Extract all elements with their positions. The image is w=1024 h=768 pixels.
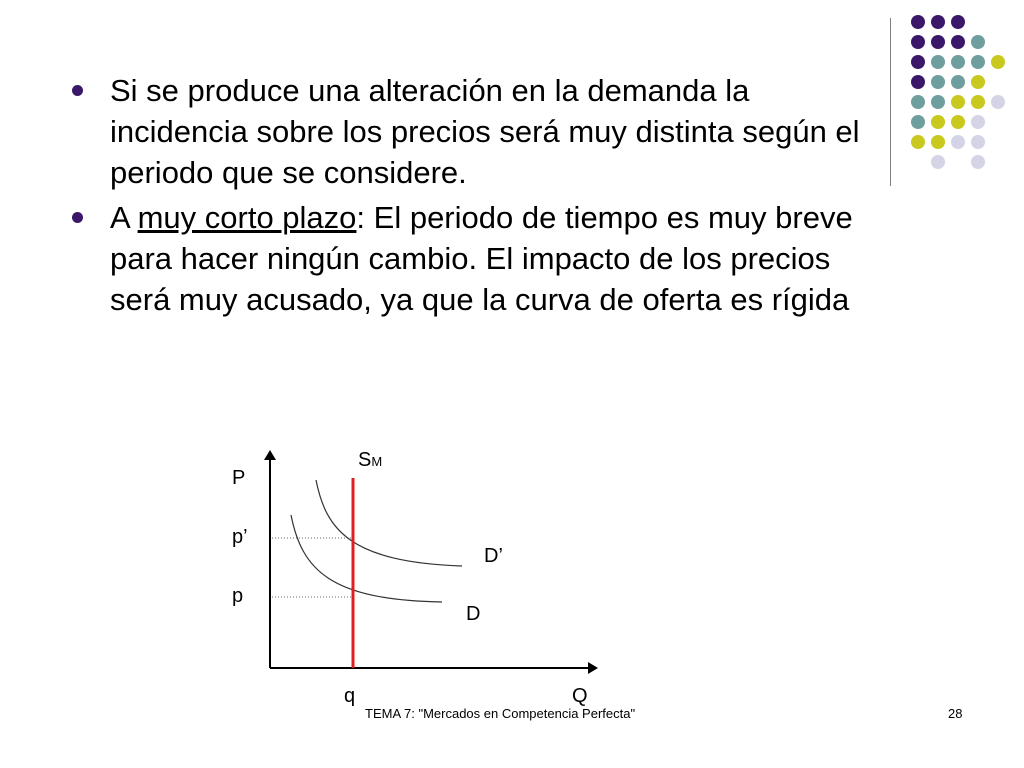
bullet-list — [70, 70, 870, 324]
decorative-dot — [971, 95, 985, 109]
demand-label: D — [466, 603, 481, 625]
bullet-suffix: : El periodo de tiempo es muy breve para hacer ningún cambio. El impacto de los precios será muy acusado, ya que la curva de oferta es rígida — [110, 200, 853, 317]
price-label: p — [232, 585, 244, 607]
decorative-dot — [971, 55, 985, 69]
bullet-text: Si se produce una alteración en la demanda la incidencia sobre los precios será muy distinta según el periodo que se considere. — [110, 73, 860, 190]
decorative-divider-line — [890, 18, 891, 186]
y-axis-label: P — [232, 467, 246, 489]
decorative-dot — [931, 115, 945, 129]
decorative-dot — [911, 75, 925, 89]
y-axis-arrow-icon — [264, 450, 276, 460]
decorative-dot — [971, 135, 985, 149]
decorative-dot — [931, 155, 945, 169]
decorative-dot — [951, 115, 965, 129]
decorative-dot — [951, 35, 965, 49]
decorative-dot — [951, 55, 965, 69]
demand-new-curve — [316, 480, 462, 566]
price-new-label: p’ — [232, 526, 248, 548]
decorative-dot — [991, 95, 1005, 109]
supply-label-sub: M — [371, 454, 383, 469]
decorative-dot — [931, 35, 945, 49]
decorative-dot — [951, 95, 965, 109]
decorative-dot — [911, 35, 925, 49]
decorative-dot — [971, 115, 985, 129]
bullet-prefix: A — [110, 200, 138, 235]
decorative-dot — [931, 135, 945, 149]
demand-new-label: D’ — [484, 545, 503, 567]
footer-text: TEMA 7: "Mercados en Competencia Perfecta" — [365, 706, 636, 721]
decorative-dot — [971, 35, 985, 49]
bullet-item-very-short-term — [70, 197, 870, 320]
decorative-dot — [931, 95, 945, 109]
decorative-dot — [911, 15, 925, 29]
quantity-label: q — [344, 685, 356, 707]
decorative-dot — [951, 75, 965, 89]
bullet-underlined-term: muy corto plazo — [137, 200, 357, 235]
demand-curve — [291, 515, 442, 602]
supply-label-main: S — [358, 449, 372, 471]
decorative-dot — [911, 55, 925, 69]
decorative-dot — [991, 55, 1005, 69]
x-axis-arrow-icon — [588, 662, 598, 674]
decorative-dot — [931, 55, 945, 69]
decorative-dot — [951, 135, 965, 149]
decorative-dot — [931, 15, 945, 29]
bullet-dot-icon — [72, 85, 83, 96]
supply-label — [358, 449, 382, 471]
decorative-dot — [911, 95, 925, 109]
decorative-dot — [931, 75, 945, 89]
page-number: 28 — [948, 706, 963, 721]
x-axis-label: Q — [572, 685, 588, 707]
decorative-dot — [971, 75, 985, 89]
bullet-dot-icon — [72, 212, 83, 223]
decorative-dot — [911, 115, 925, 129]
decorative-dot — [911, 135, 925, 149]
decorative-dot — [951, 15, 965, 29]
bullet-item-demand-change — [70, 70, 870, 193]
decorative-dot — [971, 155, 985, 169]
